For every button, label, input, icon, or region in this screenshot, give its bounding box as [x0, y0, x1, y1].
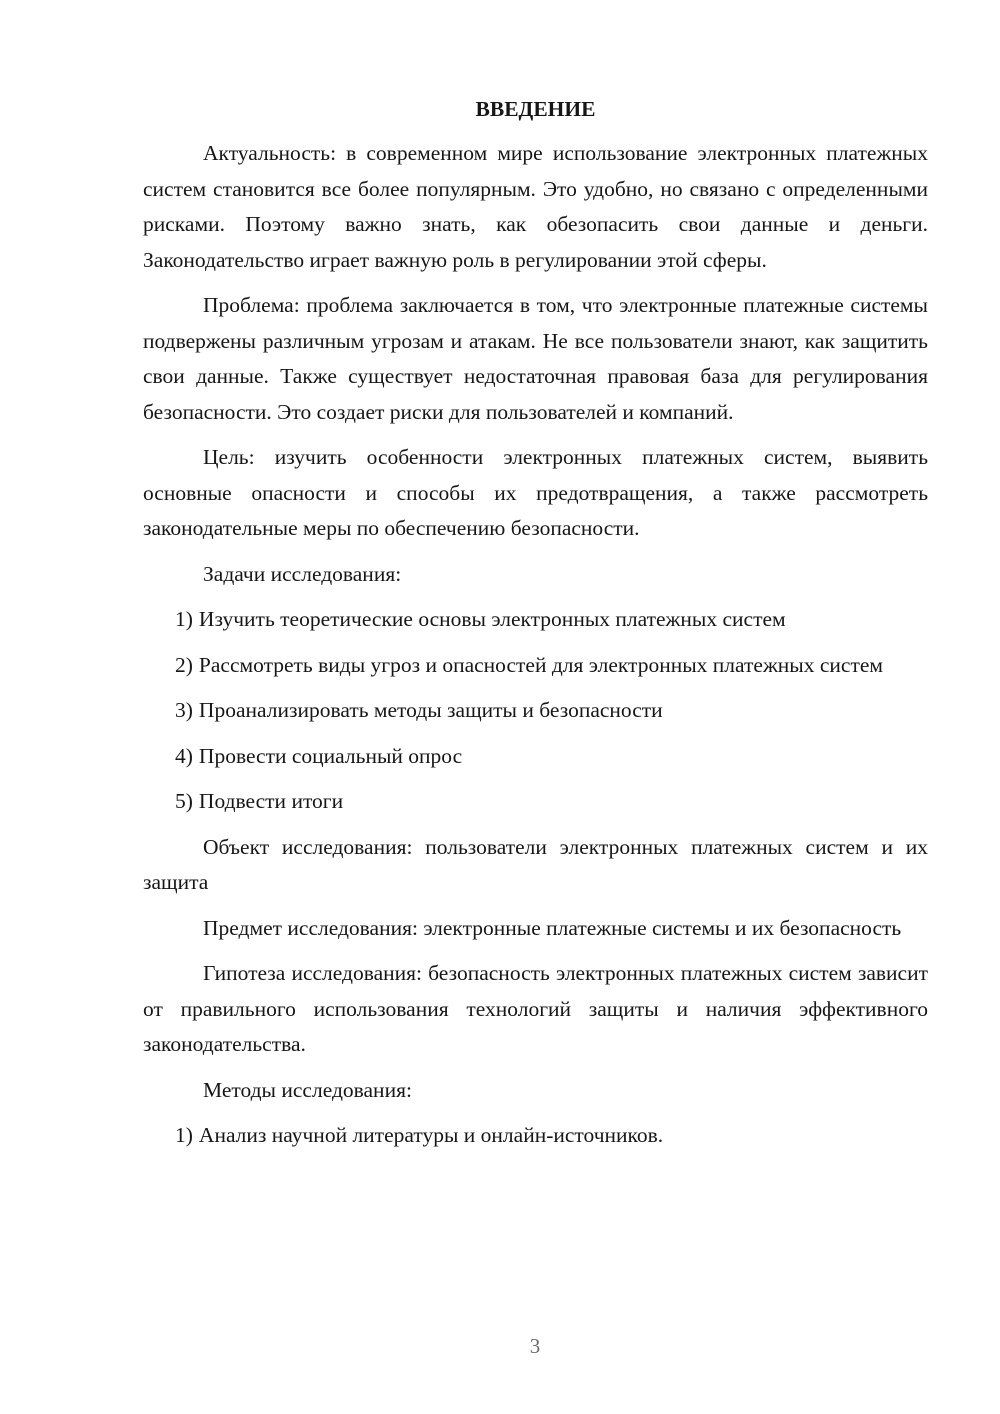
subject-paragraph: Предмет исследования: электронные платежные системы и их безопасность — [203, 915, 902, 940]
task-item — [143, 648, 928, 684]
task-text: Изучить теоретические основы электронных платежных систем — [198, 607, 786, 631]
task-item — [143, 602, 928, 638]
methods-title: Методы исследования: — [203, 1077, 412, 1102]
task-text: Провести социальный опрос — [198, 743, 463, 768]
task-number: 3) — [175, 698, 193, 722]
task-number: 5) — [175, 789, 193, 813]
section-heading: ВВЕДЕНИЕ — [475, 97, 596, 121]
goal-paragraph: Цель: изучить особенности электронных платежных систем, выявить основные опасности и способы их предотвращения, а также рассмотреть законодательные меры по обеспечению безопасности. — [143, 445, 928, 540]
task-text: Рассмотреть виды угроз и опасностей для электронных платежных систем — [198, 652, 884, 677]
tasks-title: Задачи исследования: — [203, 561, 402, 586]
task-item — [143, 784, 928, 820]
method-number: 1) — [175, 1123, 193, 1147]
task-item — [143, 693, 928, 729]
task-item — [143, 739, 928, 775]
hypothesis-paragraph: Гипотеза исследования: безопасность электронных платежных систем зависит от правильного использования технологий защиты и наличия эффективного законодательства. — [143, 961, 928, 1056]
relevance-paragraph: Актуальность: в современном мире использование электронных платежных систем становится все более популярным. Это удобно, но связано с определенными рисками. Поэтому важно знать, как обезопасить свои данные и деньги. Законодательство играет важную роль в регулировании этой сферы. — [143, 141, 928, 272]
task-text: Проанализировать методы защиты и безопасности — [198, 698, 663, 722]
task-text: Подвести итоги — [198, 789, 344, 813]
problem-paragraph: Проблема: проблема заключается в том, что электронные платежные системы подвержены различным угрозам и атакам. Не все пользователи знают, как защитить свои данные. Также существует недостаточная правовая база для регулирования безопасности. Это создает риски для пользователей и компаний. — [143, 293, 928, 424]
method-item — [143, 1118, 928, 1154]
object-paragraph: Объект исследования: пользователи электронных платежных систем и их защита — [143, 834, 928, 894]
task-number: 4) — [175, 743, 193, 768]
task-number: 1) — [175, 607, 193, 631]
page-number: 3 — [529, 1334, 541, 1358]
page-content — [143, 92, 928, 1164]
task-number: 2) — [175, 652, 193, 677]
method-text: Анализ научной литературы и онлайн-источников. — [198, 1123, 664, 1147]
